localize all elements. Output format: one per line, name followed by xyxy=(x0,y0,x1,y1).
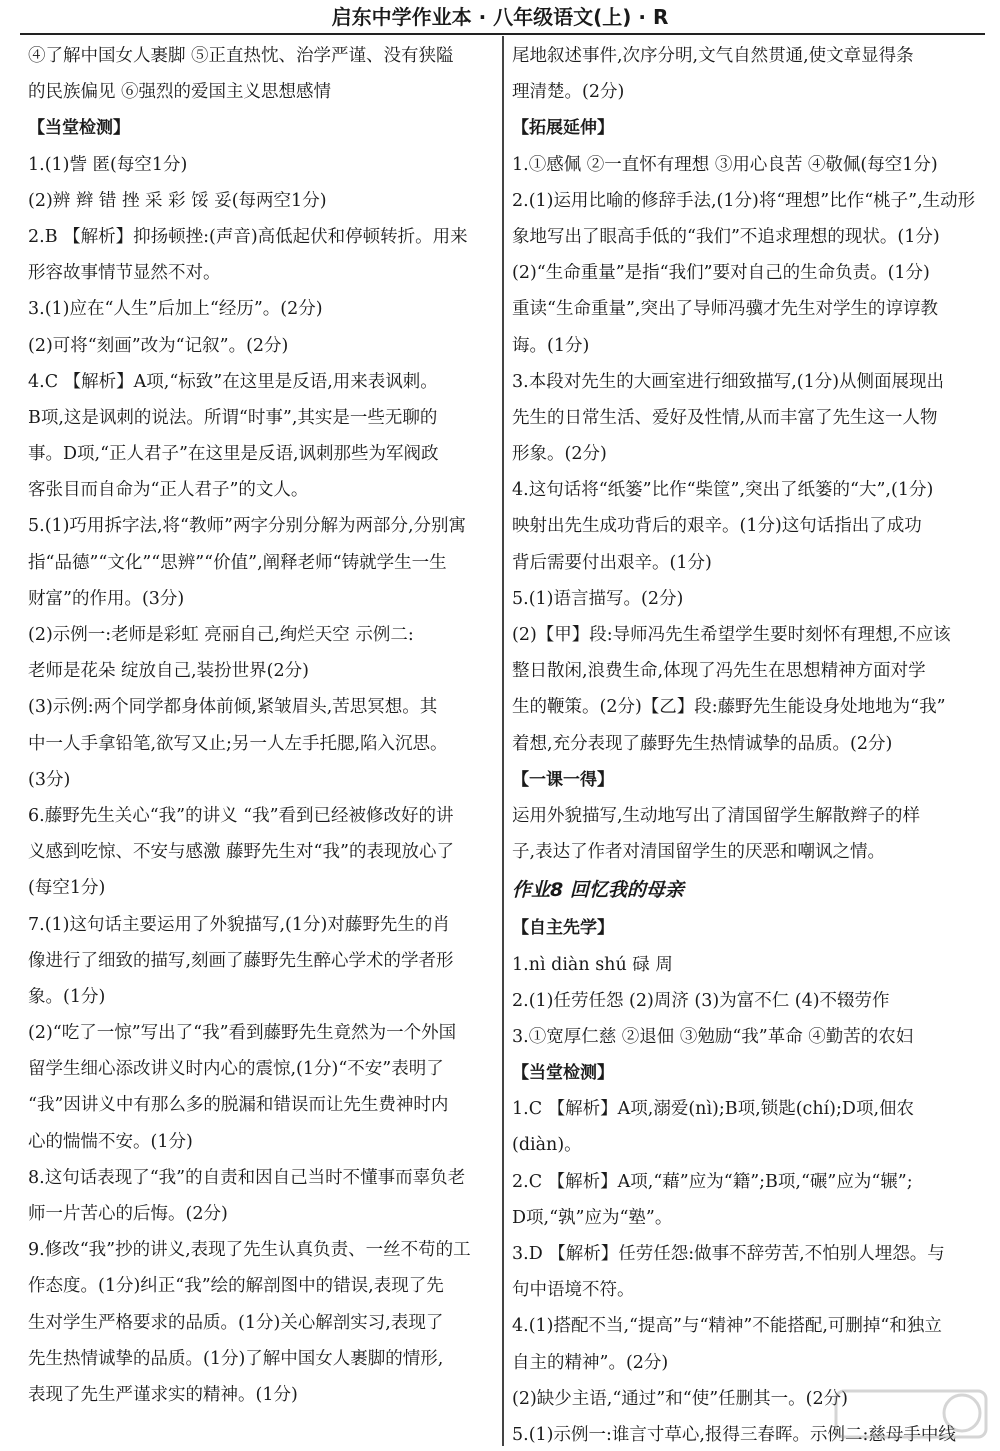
right-line: (diàn)。 xyxy=(512,1135,582,1156)
right-line: 【拓展延伸】 xyxy=(512,118,614,139)
right-line: 先生的日常生活、爱好及性情,从而丰富了先生这一人物 xyxy=(512,407,938,428)
right-line: 诲。(1分) xyxy=(512,335,590,356)
left-line: ④了解中国女人裹脚 ⑤正直热忱、治学严谨、没有狭隘 xyxy=(28,46,454,66)
left-line: 6.藤野先生关心“我”的讲义 “我”看到已经被修改好的讲 xyxy=(28,805,454,826)
right-line: 子,表达了作者对清国留学生的厌恶和嘲讽之情。 xyxy=(512,842,886,863)
right-line: 5.(1)语言描写。(2分) xyxy=(512,588,684,609)
right-line: 1.nì diàn shú 碌 周 xyxy=(512,954,673,975)
right-line: (2)“生命重量”是指“我们”要对自己的生命负责。(1分) xyxy=(512,263,930,284)
right-line: 4.(1)搭配不当,“提高”与“精神”不能搭配,可删掉“和独立 xyxy=(512,1316,942,1337)
left-line: 中一人手拿铅笔,欲写又止;另一人左手托腮,陷入沉思。 xyxy=(28,733,448,754)
left-line: (3)示例:两个同学都身体前倾,紧皱眉头,苦思冥想。其 xyxy=(28,697,438,718)
right-line: 理清楚。(2分) xyxy=(512,82,625,103)
left-line: 5.(1)巧用拆字法,将“教师”两字分别分解为两部分,分别寓 xyxy=(28,516,467,537)
right-line: 句中语境不符。 xyxy=(512,1280,635,1301)
left-line: 【当堂检测】 xyxy=(28,118,130,139)
left-line: 像进行了细致的描写,刻画了藤野先生醉心学术的学者形 xyxy=(28,950,454,971)
right-line: 2.(1)运用比喻的修辞手法,(1分)将“理想”比作“桃子”,生动形 xyxy=(512,190,976,211)
left-line: 7.(1)这句话主要运用了外貌描写,(1分)对藤野先生的肖 xyxy=(28,914,450,935)
right-line: 【一课一得】 xyxy=(512,769,614,790)
right-column xyxy=(512,38,978,1443)
page-header: 启东中学作业本 · 八年级语文(上) · R xyxy=(331,5,669,29)
left-line: 作态度。(1分)纠正“我”绘的解剖图中的错误,表现了先 xyxy=(28,1276,444,1297)
right-line: 5.(1)示例一:谁言寸草心,报得三春晖。示例二:慈母手中线 xyxy=(512,1424,956,1443)
left-line: 心的惴惴不安。(1分) xyxy=(28,1131,193,1152)
left-line: 先生热情诚挚的品质。(1分)了解中国女人裹脚的情形, xyxy=(28,1348,444,1369)
right-line: 象地写出了眼高手低的“我们”不追求理想的现状。(1分) xyxy=(512,226,940,247)
column-divider xyxy=(502,36,504,1446)
left-line: 表现了先生严谨求实的精神。(1分) xyxy=(28,1384,298,1405)
left-line: 客张目而自命为“正人君子”的文人。 xyxy=(28,480,309,501)
right-line: 尾地叙述事件,次序分明,文气自然贯通,使文章显得条 xyxy=(512,46,914,66)
right-line: 形象。(2分) xyxy=(512,444,607,465)
right-line: 重读“生命重量”,突出了导师冯骥才先生对学生的谆谆教 xyxy=(512,299,938,320)
right-line: 生的鞭策。(2分)【乙】段:藤野先生能设身处地地为“我” xyxy=(512,697,946,718)
left-line: 义感到吃惊、不安与感激 藤野先生对“我”的表现放心了 xyxy=(28,842,454,863)
left-line: 生对学生严格要求的品质。(1分)关心解剖实习,表现了 xyxy=(28,1312,444,1333)
right-line: D项,“孰”应为“塾”。 xyxy=(512,1207,673,1228)
left-line: (2)可将“刻画”改为“记叙”。(2分) xyxy=(28,335,289,356)
left-line: 形容故事情节显然不对。 xyxy=(28,263,221,284)
left-line: 4.C 【解析】A项,“标致”在这里是反语,用来表讽刺。 xyxy=(28,371,438,392)
right-line: 自主的精神”。(2分) xyxy=(512,1352,669,1373)
left-line: 留学生细心添改讲义时内心的震惊,(1分)“不安”表明了 xyxy=(28,1059,444,1080)
right-line: 4.这句话将“纸篓”比作“柴筐”,突出了纸篓的“大”,(1分) xyxy=(512,480,934,501)
right-line: (2)缺少主语,“通过”和“使”任删其一。(2分) xyxy=(512,1388,848,1409)
right-line: 3.D 【解析】任劳任怨:做事不辞劳苦,不怕别人埋怨。与 xyxy=(512,1244,945,1264)
left-line: B项,这是讽刺的说法。所谓“时事”,其实是一些无聊的 xyxy=(28,407,438,428)
left-line: 事。D项,“正人君子”在这里是反语,讽刺那些为军阀政 xyxy=(28,444,439,465)
left-line: 8.这句话表现了“我”的自责和因自己当时不懂事而辜负老 xyxy=(28,1167,466,1188)
header-rule xyxy=(20,33,985,35)
right-line: 运用外貌描写,生动地写出了清国留学生解散辫子的样 xyxy=(512,805,921,826)
left-line: 9.修改“我”抄的讲义,表现了先生认真负责、一丝不苟的工 xyxy=(28,1240,471,1261)
left-line: 象。(1分) xyxy=(28,986,106,1007)
right-line: 1.①感佩 ②一直怀有理想 ③用心良苦 ④敬佩(每空1分) xyxy=(512,154,938,175)
left-line: 2.B 【解析】抑扬顿挫:(声音)高低起伏和停顿转折。用来 xyxy=(28,226,468,247)
right-line: 着想,充分表现了藤野先生热情诚挚的品质。(2分) xyxy=(512,733,893,754)
right-line: 作业8 回忆我的母亲 xyxy=(512,879,684,902)
left-line: 的民族偏见 ⑥强烈的爱国主义思想感情 xyxy=(28,82,332,103)
right-line: 3.本段对先生的大画室进行细致描写,(1分)从侧面展现出 xyxy=(512,371,945,392)
right-line: (2)【甲】段:导师冯先生希望学生要时刻怀有理想,不应该 xyxy=(512,625,951,645)
left-column xyxy=(28,38,494,1443)
right-line: 【当堂检测】 xyxy=(512,1063,614,1084)
left-line: (每空1分) xyxy=(28,878,106,899)
left-line: 1.(1)訾 匿(每空1分) xyxy=(28,154,188,175)
right-line: 3.①宽厚仁慈 ②退佃 ③勉励“我”革命 ④勤苦的农妇 xyxy=(512,1026,914,1047)
right-line: 整日散闲,浪费生命,体现了冯先生在思想精神方面对学 xyxy=(512,661,926,682)
left-line: 3.(1)应在“人生”后加上“经历”。(2分) xyxy=(28,299,323,320)
left-line: 老师是花朵 绽放自己,装扮世界(2分) xyxy=(28,661,309,682)
left-line: (3分) xyxy=(28,769,71,790)
left-line: “我”因讲义中有那么多的脱漏和错误而让先生费神时内 xyxy=(28,1095,449,1116)
right-line: 【自主先学】 xyxy=(512,918,614,939)
left-line: (2)“吃了一惊”写出了“我”看到藤野先生竟然为一个外国 xyxy=(28,1023,457,1044)
left-line: 指“品德”“文化”“思辨”“价值”,阐释老师“铸就学生一生 xyxy=(28,552,447,573)
right-line: 映射出先生成功背后的艰辛。(1分)这句话指出了成功 xyxy=(512,516,922,537)
left-line: 师一片苦心的后悔。(2分) xyxy=(28,1204,228,1224)
right-line: 1.C 【解析】A项,溺爱(nì);B项,锁匙(chí);D项,佃农 xyxy=(512,1099,915,1120)
right-line: 背后需要付出艰辛。(1分) xyxy=(512,552,712,573)
left-line: (2)示例一:老师是彩虹 亮丽自己,绚烂天空 示例二: xyxy=(28,625,414,645)
right-line: 2.(1)任劳任怨 (2)周济 (3)为富不仁 (4)不辍劳作 xyxy=(512,990,890,1011)
left-line: 财富”的作用。(3分) xyxy=(28,588,185,609)
watermark-logo-icon xyxy=(832,1383,992,1443)
right-line: 2.C 【解析】A项,“藉”应为“籍”;B项,“碾”应为“辗”; xyxy=(512,1171,913,1192)
left-line: (2)辨 辫 错 挫 采 彩 馁 妥(每两空1分) xyxy=(28,190,327,211)
